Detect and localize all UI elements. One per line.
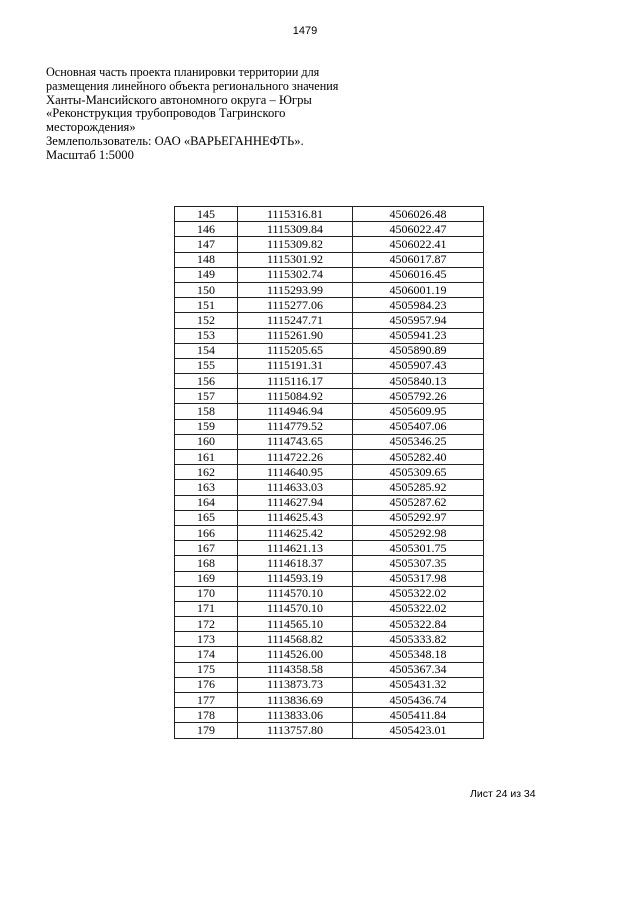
y-coordinate-cell: 4505436.74 [353, 693, 484, 708]
point-number-cell: 166 [175, 525, 238, 540]
y-coordinate-cell: 4505431.32 [353, 677, 484, 692]
table-row [175, 693, 484, 708]
point-number-cell: 158 [175, 404, 238, 419]
x-coordinate-cell: 1115205.65 [238, 343, 353, 358]
table-row [175, 343, 484, 358]
point-number-cell: 165 [175, 510, 238, 525]
point-number-cell: 157 [175, 389, 238, 404]
point-number-cell: 156 [175, 374, 238, 389]
x-coordinate-cell: 1115116.17 [238, 374, 353, 389]
y-coordinate-cell: 4505282.40 [353, 450, 484, 465]
y-coordinate-cell: 4505941.23 [353, 328, 484, 343]
x-coordinate-cell: 1114640.95 [238, 465, 353, 480]
x-coordinate-cell: 1114633.03 [238, 480, 353, 495]
y-coordinate-cell: 4505890.89 [353, 343, 484, 358]
x-coordinate-cell: 1115261.90 [238, 328, 353, 343]
y-coordinate-cell: 4505346.25 [353, 434, 484, 449]
y-coordinate-cell: 4505292.98 [353, 525, 484, 540]
y-coordinate-cell: 4505957.94 [353, 313, 484, 328]
point-number-cell: 162 [175, 465, 238, 480]
table-row [175, 298, 484, 313]
table-row [175, 282, 484, 297]
point-number-cell: 163 [175, 480, 238, 495]
point-number-cell: 168 [175, 556, 238, 571]
point-number-cell: 155 [175, 358, 238, 373]
y-coordinate-cell: 4506022.41 [353, 237, 484, 252]
header-line-5: месторождения» [46, 120, 136, 135]
y-coordinate-cell: 4505840.13 [353, 374, 484, 389]
x-coordinate-cell: 1114593.19 [238, 571, 353, 586]
land-user-line: Землепользователь: ОАО «ВАРЬЕГАННЕФТЬ». [46, 133, 304, 148]
point-number-cell: 159 [175, 419, 238, 434]
point-number-cell: 154 [175, 343, 238, 358]
x-coordinate-cell: 1115309.84 [238, 222, 353, 237]
point-number-cell: 149 [175, 267, 238, 282]
table-row [175, 328, 484, 343]
x-coordinate-cell: 1114743.65 [238, 434, 353, 449]
y-coordinate-cell: 4505348.18 [353, 647, 484, 662]
y-coordinate-cell: 4505322.02 [353, 586, 484, 601]
table-row [175, 617, 484, 632]
point-number-cell: 151 [175, 298, 238, 313]
x-coordinate-cell: 1114618.37 [238, 556, 353, 571]
table-row [175, 222, 484, 237]
point-number-cell: 174 [175, 647, 238, 662]
y-coordinate-cell: 4506026.48 [353, 207, 484, 222]
y-coordinate-cell: 4505333.82 [353, 632, 484, 647]
y-coordinate-cell: 4505407.06 [353, 419, 484, 434]
y-coordinate-cell: 4505609.95 [353, 404, 484, 419]
table-row [175, 374, 484, 389]
y-coordinate-cell: 4505984.23 [353, 298, 484, 313]
x-coordinate-cell: 1115293.99 [238, 282, 353, 297]
table-row [175, 237, 484, 252]
header-line-2: размещения линейного объекта регионального значения [46, 78, 339, 93]
point-number-cell: 177 [175, 693, 238, 708]
y-coordinate-cell: 4505907.43 [353, 358, 484, 373]
table-row [175, 586, 484, 601]
table-row [175, 495, 484, 510]
x-coordinate-cell: 1115084.92 [238, 389, 353, 404]
y-coordinate-cell: 4506022.47 [353, 222, 484, 237]
x-coordinate-cell: 1114625.42 [238, 525, 353, 540]
point-number-cell: 170 [175, 586, 238, 601]
table-row [175, 723, 484, 738]
y-coordinate-cell: 4505285.92 [353, 480, 484, 495]
point-number-cell: 147 [175, 237, 238, 252]
x-coordinate-cell: 1114570.10 [238, 601, 353, 616]
point-number-cell: 153 [175, 328, 238, 343]
x-coordinate-cell: 1114358.58 [238, 662, 353, 677]
y-coordinate-cell: 4505411.84 [353, 708, 484, 723]
point-number-cell: 152 [175, 313, 238, 328]
x-coordinate-cell: 1115301.92 [238, 252, 353, 267]
x-coordinate-cell: 1114627.94 [238, 495, 353, 510]
x-coordinate-cell: 1114625.43 [238, 510, 353, 525]
x-coordinate-cell: 1114526.00 [238, 647, 353, 662]
y-coordinate-cell: 4505322.84 [353, 617, 484, 632]
header-line-4: «Реконструкция трубопроводов Тагринского [46, 106, 286, 121]
table-row [175, 207, 484, 222]
point-number-cell: 171 [175, 601, 238, 616]
scale-line: Масштаб 1:5000 [46, 147, 134, 162]
point-number-cell: 178 [175, 708, 238, 723]
x-coordinate-cell: 1115302.74 [238, 267, 353, 282]
x-coordinate-cell: 1115309.82 [238, 237, 353, 252]
table-row [175, 571, 484, 586]
point-number-cell: 175 [175, 662, 238, 677]
y-coordinate-cell: 4505317.98 [353, 571, 484, 586]
table-row [175, 389, 484, 404]
y-coordinate-cell: 4505423.01 [353, 723, 484, 738]
x-coordinate-cell: 1114779.52 [238, 419, 353, 434]
page-number: 1479 [292, 25, 318, 37]
x-coordinate-cell: 1114565.10 [238, 617, 353, 632]
table-row [175, 480, 484, 495]
point-number-cell: 150 [175, 282, 238, 297]
table-row [175, 556, 484, 571]
point-number-cell: 176 [175, 677, 238, 692]
header-line-3: Ханты-Мансийского автономного округа – Югры [46, 92, 312, 107]
point-number-cell: 173 [175, 632, 238, 647]
y-coordinate-cell: 4506016.45 [353, 267, 484, 282]
coordinates-table [174, 206, 484, 739]
y-coordinate-cell: 4505367.34 [353, 662, 484, 677]
y-coordinate-cell: 4506017.87 [353, 252, 484, 267]
table-row [175, 252, 484, 267]
table-row [175, 601, 484, 616]
point-number-cell: 167 [175, 541, 238, 556]
x-coordinate-cell: 1113833.06 [238, 708, 353, 723]
table-row [175, 708, 484, 723]
x-coordinate-cell: 1113873.73 [238, 677, 353, 692]
sheet-counter: Лист 24 из 34 [470, 788, 536, 800]
x-coordinate-cell: 1115316.81 [238, 207, 353, 222]
point-number-cell: 145 [175, 207, 238, 222]
x-coordinate-cell: 1113757.80 [238, 723, 353, 738]
table-row [175, 662, 484, 677]
x-coordinate-cell: 1115191.31 [238, 358, 353, 373]
point-number-cell: 169 [175, 571, 238, 586]
table-row [175, 525, 484, 540]
x-coordinate-cell: 1114568.82 [238, 632, 353, 647]
point-number-cell: 161 [175, 450, 238, 465]
y-coordinate-cell: 4506001.19 [353, 282, 484, 297]
point-number-cell: 164 [175, 495, 238, 510]
y-coordinate-cell: 4505287.62 [353, 495, 484, 510]
point-number-cell: 148 [175, 252, 238, 267]
table-row [175, 434, 484, 449]
table-row [175, 541, 484, 556]
y-coordinate-cell: 4505309.65 [353, 465, 484, 480]
table-row [175, 465, 484, 480]
point-number-cell: 146 [175, 222, 238, 237]
y-coordinate-cell: 4505322.02 [353, 601, 484, 616]
y-coordinate-cell: 4505792.26 [353, 389, 484, 404]
coordinates-table-wrapper [174, 206, 484, 739]
table-row [175, 267, 484, 282]
point-number-cell: 179 [175, 723, 238, 738]
x-coordinate-cell: 1114621.13 [238, 541, 353, 556]
x-coordinate-cell: 1115277.06 [238, 298, 353, 313]
x-coordinate-cell: 1113836.69 [238, 693, 353, 708]
point-number-cell: 172 [175, 617, 238, 632]
document-header [46, 66, 366, 163]
coordinates-table-body [175, 207, 484, 739]
table-row [175, 358, 484, 373]
table-row [175, 632, 484, 647]
table-row [175, 404, 484, 419]
point-number-cell: 160 [175, 434, 238, 449]
table-row [175, 450, 484, 465]
table-row [175, 647, 484, 662]
x-coordinate-cell: 1115247.71 [238, 313, 353, 328]
y-coordinate-cell: 4505292.97 [353, 510, 484, 525]
header-line-1: Основная часть проекта планировки территории для [46, 65, 320, 79]
x-coordinate-cell: 1114722.26 [238, 450, 353, 465]
y-coordinate-cell: 4505301.75 [353, 541, 484, 556]
table-row [175, 313, 484, 328]
x-coordinate-cell: 1114946.94 [238, 404, 353, 419]
table-row [175, 677, 484, 692]
table-row [175, 419, 484, 434]
x-coordinate-cell: 1114570.10 [238, 586, 353, 601]
table-row [175, 510, 484, 525]
y-coordinate-cell: 4505307.35 [353, 556, 484, 571]
